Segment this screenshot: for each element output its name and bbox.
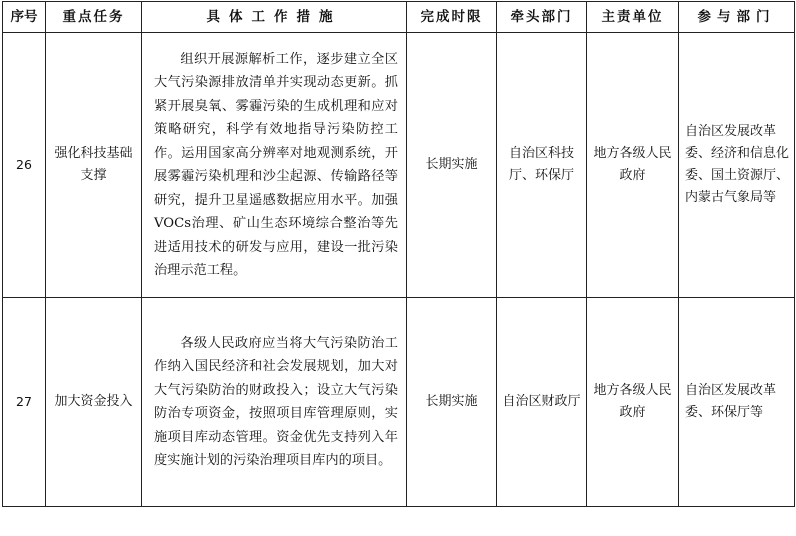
row-task: 加大资金投入: [46, 298, 142, 507]
row-responsible: 地方各级人民政府: [587, 298, 679, 507]
header-responsible: 主责单位: [587, 2, 679, 33]
header-seq: 序号: [3, 2, 46, 33]
header-deadline: 完成时限: [407, 2, 497, 33]
row-seq: 27: [3, 298, 46, 507]
row-measures: [142, 298, 407, 507]
row-task: 强化科技基础支撑: [46, 33, 142, 298]
header-measures: 具体工作措施: [142, 2, 407, 33]
header-participants: 参与部门: [679, 2, 795, 33]
header-row: [3, 2, 795, 33]
row-participants: 自治区发展改革委、经济和信息化委、国土资源厅、内蒙古气象局等: [679, 33, 795, 298]
row-measures-text: 组织开展源解析工作，逐步建立全区大气污染源排放清单并实现动态更新。抓紧开展臭氧、雾霾污染的生成机理和应对策略研究，科学有效地指导污染防控工作。运用国家高分辨率对地观测系统，开展雾霾污染机理和沙尘起源、传输路径等研究，提升卫星遥感数据应用水平。加强VOCs治理、矿山生态环境综合整治等先进适用技术的研发与应用，建设一批污染治理示范工程。: [154, 51, 398, 278]
row-measures: [142, 33, 407, 298]
row-measures-text: 各级人民政府应当将大气污染防治工作纳入国民经济和社会发展规划，加大对大气污染防治的财政投入；设立大气污染防治专项资金，按照项目库管理原则，实施项目库动态管理。资金优先支持列入年度实施计划的污染治理项目库内的项目。: [154, 335, 398, 468]
row-deadline: 长期实施: [407, 33, 497, 298]
row-lead: 自治区财政厅: [497, 298, 587, 507]
header-task: 重点任务: [46, 2, 142, 33]
row-participants: 自治区发展改革委、环保厅等: [679, 298, 795, 507]
row-deadline: 长期实施: [407, 298, 497, 507]
measures-table: [2, 1, 795, 507]
row-responsible: 地方各级人民政府: [587, 33, 679, 298]
table-row: [3, 33, 795, 298]
row-lead: 自治区科技厅、环保厅: [497, 33, 587, 298]
row-seq: 26: [3, 33, 46, 298]
header-lead: 牵头部门: [497, 2, 587, 33]
table-row: [3, 298, 795, 507]
